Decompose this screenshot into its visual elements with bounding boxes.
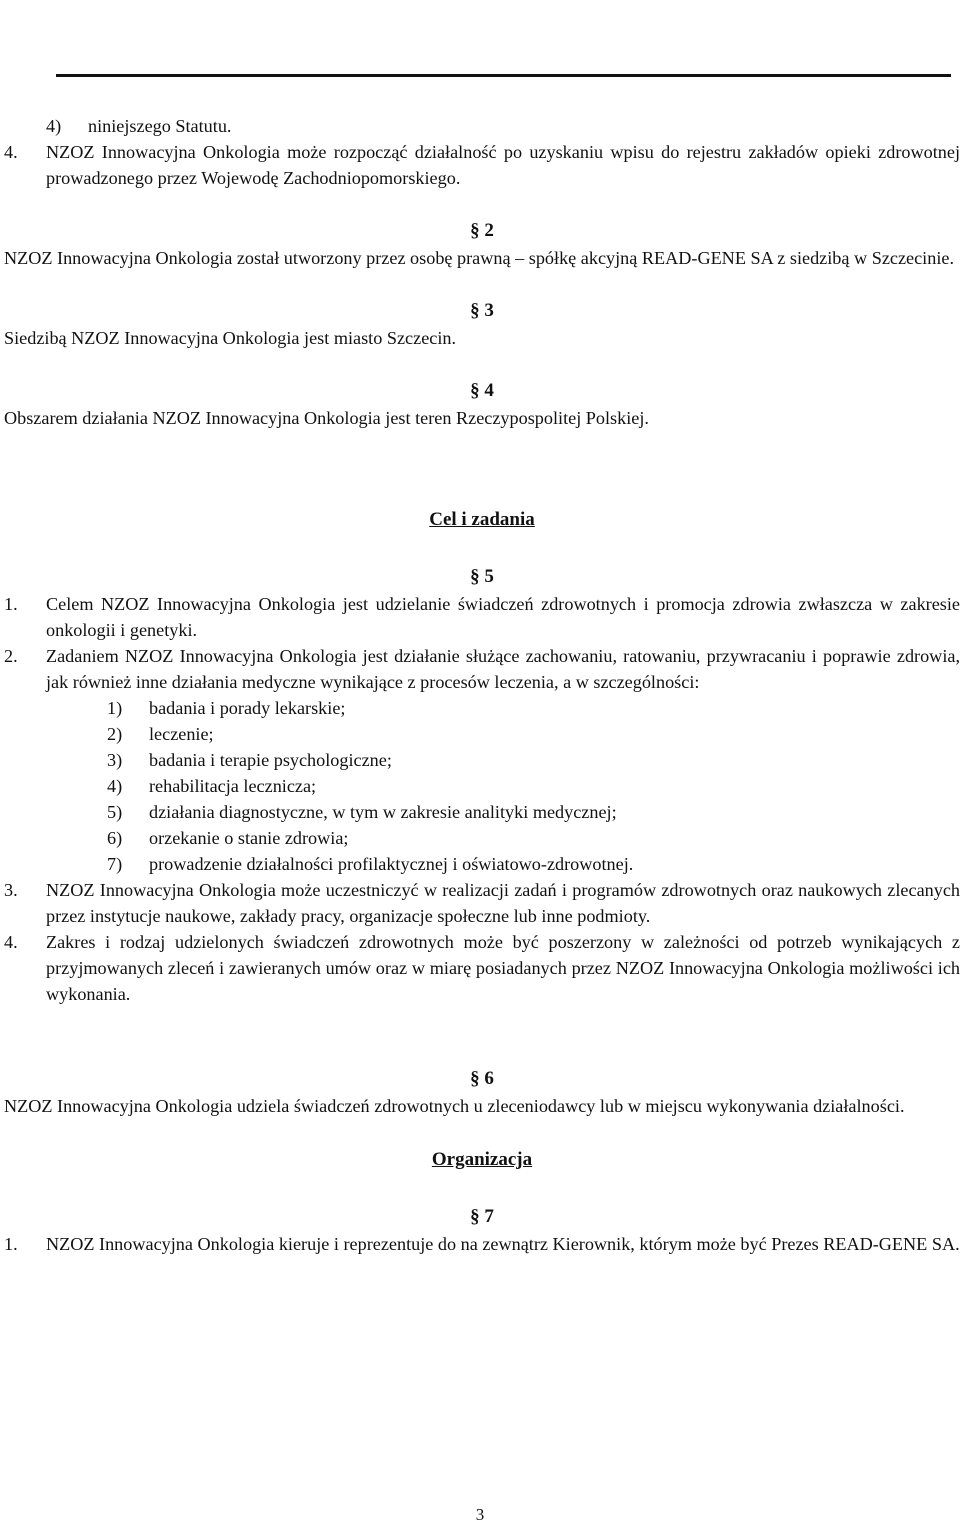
item-text: Celem NZOZ Innowacyjna Onkologia jest udzielanie świadczeń zdrowotnych i promocja zdrowia zwłaszcza w zakresie onkologii i genetyki.	[46, 594, 960, 640]
item-number: 2)	[107, 724, 123, 744]
item-text: rehabilitacja lecznicza;	[149, 776, 317, 796]
list-item	[4, 591, 960, 643]
item-number: 1)	[107, 698, 123, 718]
item-number: 4)	[107, 776, 123, 796]
document-header	[0, 0, 960, 62]
section-3-text: Siedzibą NZOZ Innowacyjna Onkologia jest miasto Szczecin.	[4, 328, 457, 348]
list-item	[4, 139, 960, 191]
document-body	[4, 113, 960, 1257]
item-text: NZOZ Innowacyjna Onkologia może rozpocząć działalność po uzyskaniu wpisu do rejestru zakładów opieki zdrowotnej prowadzonego przez Wojewodę Zachodniopomorskiego.	[46, 142, 960, 188]
section-3-heading: § 3	[470, 300, 494, 321]
item-number: 3.	[4, 880, 18, 900]
list-item	[107, 721, 960, 747]
item-number: 2.	[4, 646, 18, 666]
header-rule	[56, 74, 951, 77]
page-number: 3	[475, 1505, 485, 1524]
list-item	[107, 799, 960, 825]
item-text: orzekanie o stanie zdrowia;	[149, 828, 349, 848]
list-item	[107, 825, 960, 851]
task-list	[4, 695, 960, 877]
item-number: 3)	[107, 750, 123, 770]
list-item	[107, 851, 960, 877]
item-text: NZOZ Innowacyjna Onkologia kieruje i reprezentuje do na zewnątrz Kierownik, którym może być Prezes READ-GENE SA.	[46, 1234, 960, 1254]
section-2-text: NZOZ Innowacyjna Onkologia został utworzony przez osobę prawną – spółkę akcyjną READ-GENE SA z siedzibą w Szczecinie.	[4, 248, 955, 268]
item-number: 6)	[107, 828, 123, 848]
item-number: 1.	[4, 1234, 18, 1254]
list-item	[107, 695, 960, 721]
section-7-heading: § 7	[470, 1206, 494, 1227]
item-text: niniejszego Statutu.	[88, 116, 232, 136]
item-text: prowadzenie działalności profilaktycznej i oświatowo-zdrowotnej.	[149, 854, 634, 874]
list-item	[107, 747, 960, 773]
list-item	[107, 773, 960, 799]
item-text: leczenie;	[149, 724, 214, 744]
list-item	[4, 643, 960, 695]
item-number: 4.	[4, 932, 18, 952]
section-4-heading: § 4	[470, 380, 494, 401]
list-item	[4, 877, 960, 929]
header-line-1: Projekty uchwał do porządku obrad Nadzwyczajnego Walnego Zgromadzenia Akcjonariuszy	[139, 5, 821, 25]
item-text: Zadaniem NZOZ Innowacyjna Onkologia jest działanie służące zachowaniu, ratowaniu, przywracaniu i poprawie zdrowia, jak również inne działania medyczne wynikające z procesów leczenia, a w szczególności:	[46, 646, 960, 692]
header-line-2: Spółki „READ-GENE” S.A. w Szczecinie zwołanego na dzień 08 kwietnia 2009r.	[181, 36, 779, 56]
section-5-heading: § 5	[470, 566, 494, 587]
item-text: NZOZ Innowacyjna Onkologia może uczestniczyć w realizacji zadań i programów zdrowotnych oraz naukowych zlecanych przez instytucje naukowe, zakłady pracy, organizacje społeczne lub inne podmioty.	[46, 880, 960, 926]
item-number: 1.	[4, 594, 18, 614]
chapter-heading-cel: Cel i zadania	[429, 509, 535, 530]
item-number: 4)	[46, 116, 62, 136]
section-6-text: NZOZ Innowacyjna Onkologia udziela świadczeń zdrowotnych u zleceniodawcy lub w miejscu wykonywania działalności.	[4, 1096, 905, 1116]
section-6-heading: § 6	[470, 1068, 494, 1089]
item-text: działania diagnostyczne, w tym w zakresie analityki medycznej;	[149, 802, 617, 822]
item-text: badania i porady lekarskie;	[149, 698, 346, 718]
list-item	[4, 929, 960, 1007]
item-text: Zakres i rodzaj udzielonych świadczeń zdrowotnych może być poszerzony w zależności od potrzeb wynikających z przyjmowanych zleceń i zawieranych umów oraz w miarę posiadanych przez NZOZ Innowacyjna Onkologia możliwości ich wykonania.	[46, 932, 960, 1004]
section-2-heading: § 2	[470, 220, 494, 241]
chapter-heading-organizacja: Organizacja	[431, 1149, 533, 1170]
section-4-text: Obszarem działania NZOZ Innowacyjna Onkologia jest teren Rzeczypospolitej Polskiej.	[4, 408, 649, 428]
item-number: 4.	[4, 142, 18, 162]
item-number: 5)	[107, 802, 123, 822]
item-text: badania i terapie psychologiczne;	[149, 750, 392, 770]
item-number: 7)	[107, 854, 123, 874]
list-item	[4, 1231, 960, 1257]
list-item	[4, 113, 960, 139]
